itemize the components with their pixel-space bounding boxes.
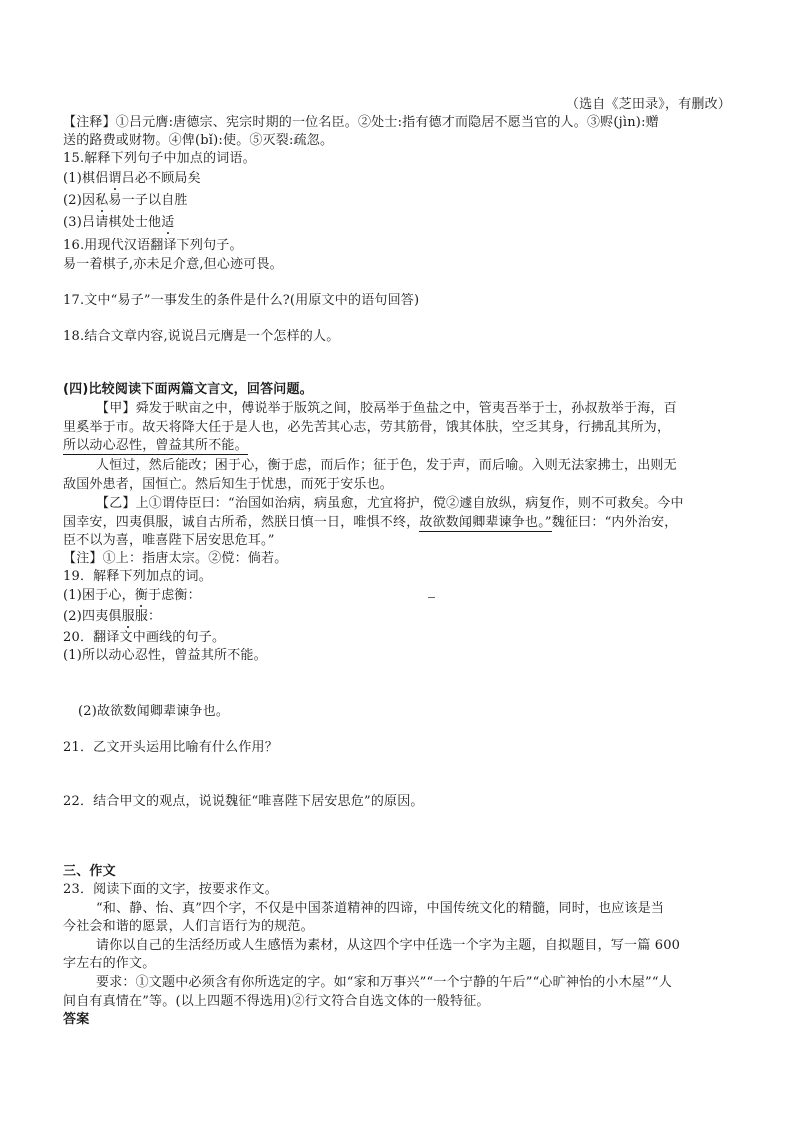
question-18: 18.结合文章内容,说说吕元膺是一个怎样的人。 <box>63 329 340 344</box>
passage-jia-line-5: 敌国外患者，国恒亡。然后知生于忧患，而死于安乐也。 <box>63 477 394 492</box>
source-note: （选自《芝田录》，有删改） <box>565 97 731 112</box>
dotted-word: 衡 <box>134 588 149 603</box>
passage-note: 【注】①上：指唐太宗。②傥：倘若。 <box>63 551 288 566</box>
section-3-heading: 三、作文 <box>63 864 116 879</box>
question-19-item-2 <box>63 608 161 626</box>
question-15-item-3 <box>63 214 174 232</box>
text: 于虑衡： <box>148 588 201 603</box>
prompt-para-2-line-2: 字左右的作文。 <box>63 956 156 971</box>
passage-yi-line-1: 【乙】上①谓侍臣曰：“治国如治病，病虽愈，尤宜将护，傥②遽自放纵，病复作，则不可救矣。今中 <box>96 496 684 511</box>
text: (1)棋侣 <box>63 171 109 186</box>
prompt-para-2-line-1: 请你以自己的生活经历或人生感悟为素材，从这四个字中任选一个字为主题，自拟题目，写一篇 600 <box>96 938 681 953</box>
text: 魏征曰：“内外治安， <box>551 515 678 530</box>
prompt-para-1-line-2: 今社会和谐的愿景，人们言语行为的规范。 <box>63 919 314 934</box>
passage-jia-line-1: 【甲】舜发于畎亩之中，傅说举于版筑之间，胶鬲举于鱼盐之中，管夷吾举于士，孙叔敖举于海，百 <box>96 401 677 416</box>
text: 吕必不顾局矣 <box>121 171 201 186</box>
passage-jia-line-4: 人恒过，然后能改；困于心，衡于虑，而后作；征于色，发于声，而后喻。入则无法家拂士，出则无 <box>96 458 677 473</box>
question-15-item-2 <box>63 192 188 210</box>
question-20-item-2: (2)故欲数闻卿辈谏争也。 <box>78 704 230 719</box>
text: (2)因 <box>63 193 96 208</box>
underlined-sentence: 故欲数闻卿辈谏争也。” <box>419 515 552 530</box>
annotation-line-1: 【注释】①吕元膺:唐德宗、宪宗时期的一位名臣。②处士:指有德才而隐居不愿当官的人。③赆(jìn):赠 <box>63 115 659 130</box>
question-19-title: 19．解释下列加点的词。 <box>63 569 212 584</box>
passage-yi-line-2 <box>63 514 677 532</box>
question-15-item-1 <box>63 170 201 188</box>
question-22: 22．结合甲文的观点，说说魏征“唯喜陛下居安思危”的原因。 <box>63 794 424 809</box>
question-21: 21．乙文开头运用比喻有什么作用？ <box>63 740 278 755</box>
answer-heading: 答案 <box>63 1012 90 1027</box>
question-16-title: 16.用现代汉语翻译下列句子。 <box>63 238 243 253</box>
question-15-title: 15.解释下列句子中加点的词语。 <box>63 151 256 166</box>
text: (1)困于心， <box>63 588 135 603</box>
prompt-para-3-line-2: 间自有真情在”等。(以上四题不得选用)②行文符合自选文体的一般特征。 <box>63 994 490 1009</box>
passage-jia-line-3 <box>63 437 248 455</box>
question-20-title: 20．翻译文中画线的句子。 <box>63 630 226 645</box>
text: 服： <box>134 609 162 624</box>
passage-jia-line-2: 里奚举于市。故天将降大任于是人也，必先苦其心志，劳其筋骨，饿其体肤，空乏其身，行拂乱其所为， <box>63 420 671 435</box>
dotted-word: 私 <box>95 193 109 208</box>
passage-yi-line-3: 臣不以为喜，唯喜陛下居安思危耳。” <box>63 533 275 548</box>
question-23-title: 23．阅读下面的文字，按要求作文。 <box>63 882 278 897</box>
blank-mark <box>428 597 435 598</box>
dotted-word: 服 <box>121 609 135 624</box>
text: 国幸安，四夷俱服，诚自古所希，然朕日慎一日，唯惧不终， <box>63 515 420 530</box>
text: (2)四夷俱 <box>63 609 122 624</box>
question-17: 17.文中“易子”一事发生的条件是什么?(用原文中的语句回答) <box>63 293 420 308</box>
question-19-item-1 <box>63 587 201 605</box>
prompt-para-3-line-1: 要求：①文题中必须含有你所选定的字。如“家和万事兴”“一个宁静的午后”“心旷神怡的小木屋”“人 <box>96 975 672 990</box>
dotted-word: 谓 <box>108 171 122 186</box>
question-16-sentence: 易一着棋子,亦未足介意,但心迹可畏。 <box>63 257 283 272</box>
text: 易一子以自胜 <box>108 193 188 208</box>
question-20-item-1: (1)所以动心忍性，曾益其所不能。 <box>63 648 267 663</box>
section-4-heading: (四)比较阅读下面两篇文言文，回答问题。 <box>63 382 313 397</box>
dotted-word: 适 <box>161 215 175 230</box>
underlined-sentence: 所以动心忍性，曾益其所不能。 <box>63 438 248 453</box>
text: (3)吕请棋处士他 <box>63 215 162 230</box>
annotation-line-2: 送的路费或财物。④俾(bǐ):使。⑤灭裂:疏忽。 <box>63 133 334 148</box>
prompt-para-1-line-1: “和、静、怡、真”四个字，不仅是中国茶道精神的四谛，中国传统文化的精髓，同时，也应该是当 <box>96 901 665 916</box>
